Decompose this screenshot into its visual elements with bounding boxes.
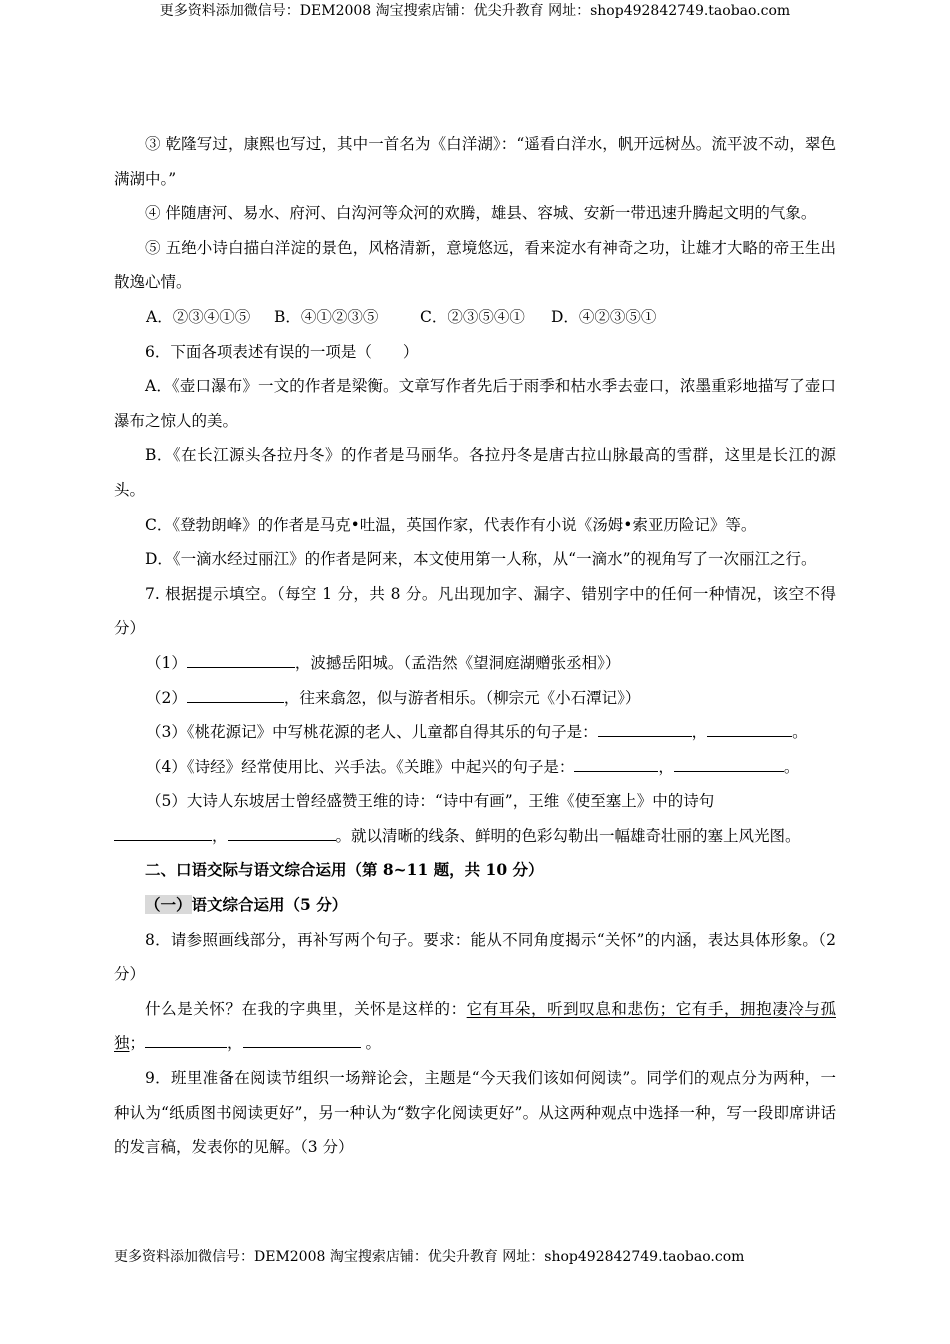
answer-blank[interactable] [574,755,658,772]
comma: ， [212,826,228,845]
period: 。 [783,757,800,776]
section-2-title: 二、口语交际与语文综合运用（第 8~11 题，共 10 分） [145,860,544,880]
q7-item-4 [114,750,836,785]
sentence-5: ⑤ 五绝小诗白描白洋淀的景色，风格清新，意境悠远，看来淀水有神奇之功，让雄才大略的帝王生出散逸心情。 [114,238,836,292]
period: 。 [360,1034,381,1053]
semicolon: ； [129,1034,146,1053]
period: 。 [792,723,808,742]
q7-item-1-text: ，波撼岳阳城。（孟浩然《望洞庭湖赠张丞相》） [294,653,621,672]
comma: ， [227,1034,243,1053]
answer-blank[interactable] [187,686,284,703]
q7-item-2 [114,681,836,716]
answer-blank[interactable] [228,824,336,841]
q7-item-5-tail: 。就以清晰的线条、鲜明的色彩勾勒出一幅雄奇壮丽的塞上风光图。 [335,826,801,845]
comma: ， [658,757,674,776]
q7-item-3-text: （3）《桃花源记》中写桃花源的老人、儿童都自得其乐的句子是： [146,723,598,742]
q7-item-3 [114,715,836,750]
q6-option-a: A．《壶口瀑布》一文的作者是梁衡。文章写作者先后于雨季和枯水季去壶口，浓墨重彩地描写了壶口瀑布之惊人的美。 [114,377,836,430]
q6-stem: 6．下面各项表述有误的一项是（ ） [145,342,419,361]
q8-underlined-example: 它有耳朵，听到叹息和悲伤；它有手，拥抱凄冷 [466,999,805,1018]
answer-blank[interactable] [145,1031,227,1048]
q7-item-4-text: （4）《诗经》经常使用比、兴手法。《关雎》中起兴的句子是： [146,757,575,776]
subsection-label: （一） [145,895,192,915]
subsection-rest: 语文综合运用（5 分） [191,895,348,915]
q6-option-c: C．《登勃朗峰》的作者是马克•吐温，英国作家，代表作有小说《汤姆•索亚历险记》等。 [145,515,757,534]
document-body [114,127,836,1165]
page-header: 更多资料添加微信号：DEM2008 淘宝搜索店铺：优尖升教育 网址：shop492842749.taobao.com [159,3,791,19]
answer-blank[interactable] [674,755,784,772]
q7-item-5-text: （5）大诗人东坡居士曾经盛赞王维的诗：“诗中有画”，王维《使至塞上》中的诗句 [146,792,715,811]
q7-stem: 7. 根据提示填空。（每空 1 分，共 8 分。凡出现加字、漏字、错别字中的任何一种情况，该空不得分） [114,584,836,638]
answer-blank[interactable] [187,651,295,668]
q5-option-a: A．②③④①⑤ [146,307,251,326]
q8-body [114,992,836,1061]
sentence-4: ④ 伴随唐河、易水、府河、白沟河等众河的欢腾，雄县、容城、安新一带迅速升腾起文明的气象。 [145,204,817,223]
answer-blank[interactable] [598,720,692,737]
q8-underlined-example-end: 与孤独 [114,999,836,1053]
subsection-title [114,888,836,923]
q7-item-5 [114,784,836,819]
q7-item-1-num: （1） [146,653,187,672]
q5-option-b: B．④①②③⑤ [274,307,379,326]
answer-blank[interactable] [114,824,212,841]
page-footer: 更多资料添加微信号：DEM2008 淘宝搜索店铺：优尖升教育 网址：shop492842749.taobao.com [114,1249,745,1265]
q5-option-c: C．②③⑤④① [420,307,525,326]
q7-item-1 [114,646,836,681]
q7-item-5-line2 [114,819,836,854]
q7-item-2-num: （2） [146,688,187,707]
q8-stem: 8．请参照画线部分，再补写两个句子。要求：能从不同角度揭示“关怀”的内涵，表达具体形象。（2 分） [114,930,836,984]
sentence-3: ③ 乾隆写过，康熙也写过，其中一首名为《白洋湖》：“遥看白洋水，帆开远树丛。流平波不动，翠色满湖中。” [114,135,836,188]
q9-stem: 9．班里准备在阅读节组织一场辩论会，主题是“今天我们该如何阅读”。同学们的观点分为两种，一种认为“纸质图书阅读更好”，另一种认为“数字化阅读更好”。从这两种观点中选择一种，写一段即席讲话的发言稿，发表你的见解。（3 分） [114,1069,836,1157]
comma: ， [691,723,708,742]
q7-item-2-text: ，往来翕忽，似与游者相乐。（柳宗元《小石潭记》） [283,688,641,707]
q6-option-b: B．《在长江源头各拉丹冬》的作者是马丽华。各拉丹冬是唐古拉山脉最高的雪群，这里是长江的源头。 [114,446,836,499]
q8-lead: 什么是关怀？在我的字典里，关怀是这样的： [145,999,467,1018]
answer-blank[interactable] [707,720,792,737]
q6-option-d: D．《一滴水经过丽江》的作者是阿来，本文使用第一人称，从“一滴水”的视角写了一次丽江之行。 [145,550,817,569]
q5-option-d: D．④②③⑤① [551,307,657,326]
q5-options [114,300,836,335]
answer-blank[interactable] [243,1031,361,1048]
